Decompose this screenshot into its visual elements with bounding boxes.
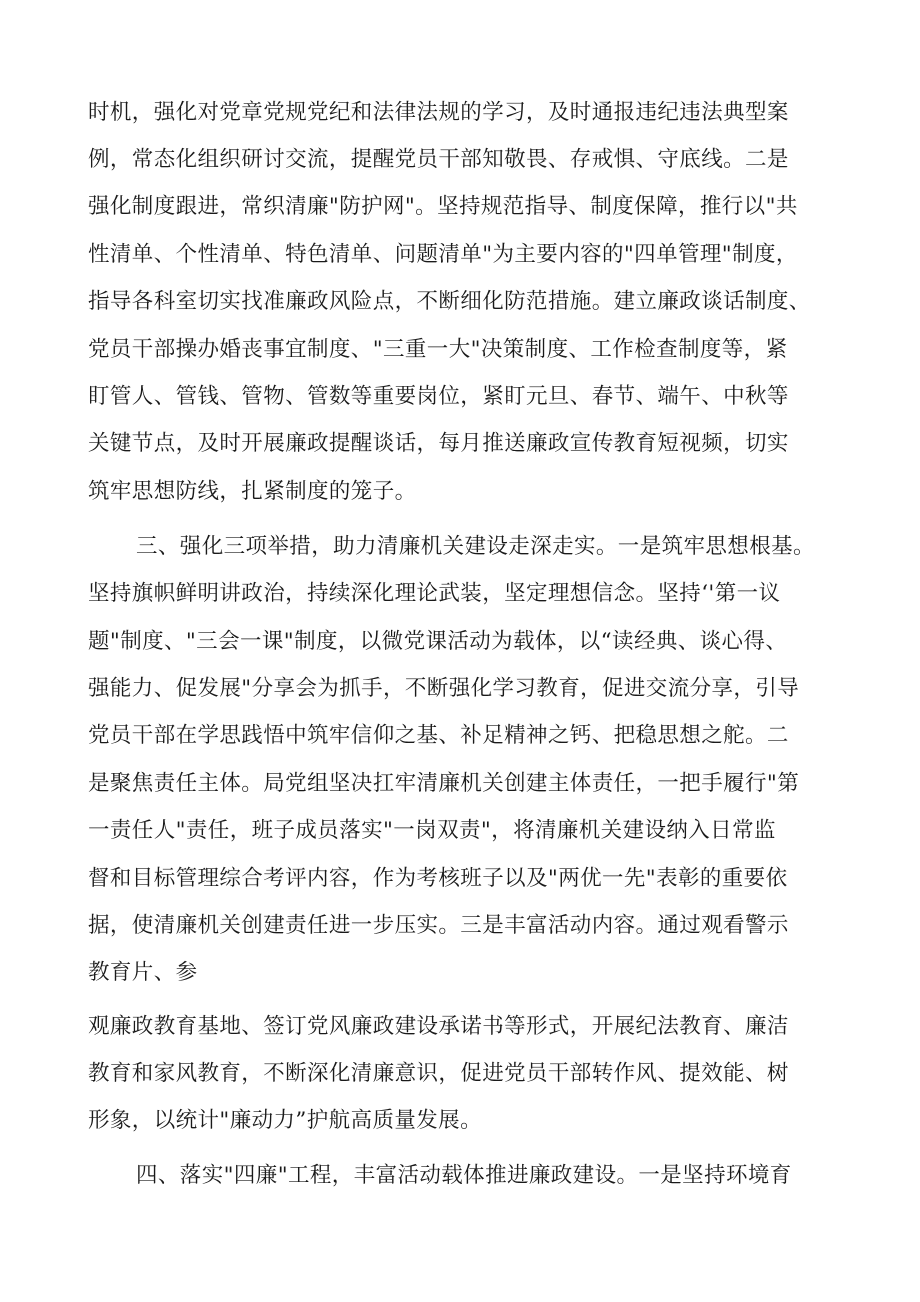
text-line: 督和目标管理综合考评内容，作为考核班子以及"两优一先"表彰的重要依	[88, 866, 788, 891]
text-line: 一责任人"责任，班子成员落实"一岗双责"，将清廉机关建设纳入日常监	[88, 818, 776, 843]
text-line: 强化制度跟进，常织清廉"防护网"。坚持规范指导、制度保障，推行以"共	[88, 194, 798, 219]
section-heading-line: 四、落实"四廉"工程，丰富活动载体推进廉政建设。一是坚持环境育	[136, 1163, 792, 1188]
text-line: 关键节点，及时开展廉政提醒谈话，每月推送廉政宣传教育短视频，切实	[88, 431, 789, 456]
text-line: 党员干部操办婚丧事宜制度、"三重一大"决策制度、工作检查制度等，紧	[88, 337, 788, 362]
text-line: 观廉政教育基地、签订党风廉政建设承诺书等形式，开展纪法教育、廉洁	[88, 1014, 789, 1039]
text-line: 教育和家风教育，不断深化清廉意识，促进党员干部转作风、提效能、树	[88, 1061, 789, 1086]
text-line: 例，常态化组织研讨交流，提醒党员干部知敬畏、存戒惧、守底线。二是	[88, 147, 789, 172]
text-line: 坚持旗帜鲜明讲政治，持续深化理论武装，坚定理想信念。坚持‘'第一议	[88, 581, 781, 606]
text-line: 形象，以统计"廉动力”护航高质量发展。	[88, 1108, 482, 1133]
text-line: 是聚焦责任主体。局党组坚决扛牢清廉机关创建主体责任，一把手履行"第	[88, 771, 800, 796]
text-line: 教育片、参	[88, 960, 198, 985]
section-heading-line: 三、强化三项举措，助力清廉机关建设走深走实。一是筑牢思想根基。	[136, 534, 815, 559]
text-line: 指导各科室切实找准廉政风险点，不断细化防范措施。建立廉政谈话制度、	[88, 289, 811, 314]
text-line: 强能力、促发展"分享会为抓手，不断强化学习教育，促进交流分享，引导	[88, 676, 800, 701]
text-line: 性清单、个性清单、特色清单、问题清单"为主要内容的"四单管理"制度，	[88, 242, 798, 267]
text-line: 党员干部在学思践悟中筑牢信仰之基、补足精神之钙、把稳思想之舵。二	[88, 723, 789, 748]
text-line: 盯管人、管钱、管物、管数等重要岗位，紧盯元旦、春节、端午、中秋等	[88, 384, 789, 409]
text-line: 筑牢思想防线，扎紧制度的笼子。	[88, 479, 417, 504]
text-line: 时机，强化对党章党规党纪和法律法规的学习，及时通报违纪违法典型案	[88, 100, 789, 125]
text-line: 题"制度、"三会一课"制度，以微党课活动为载体，以“读经典、谈心得、	[88, 629, 788, 654]
text-line: 据，使清廉机关创建责任进一步压实。三是丰富活动内容。通过观看警示	[88, 913, 789, 938]
